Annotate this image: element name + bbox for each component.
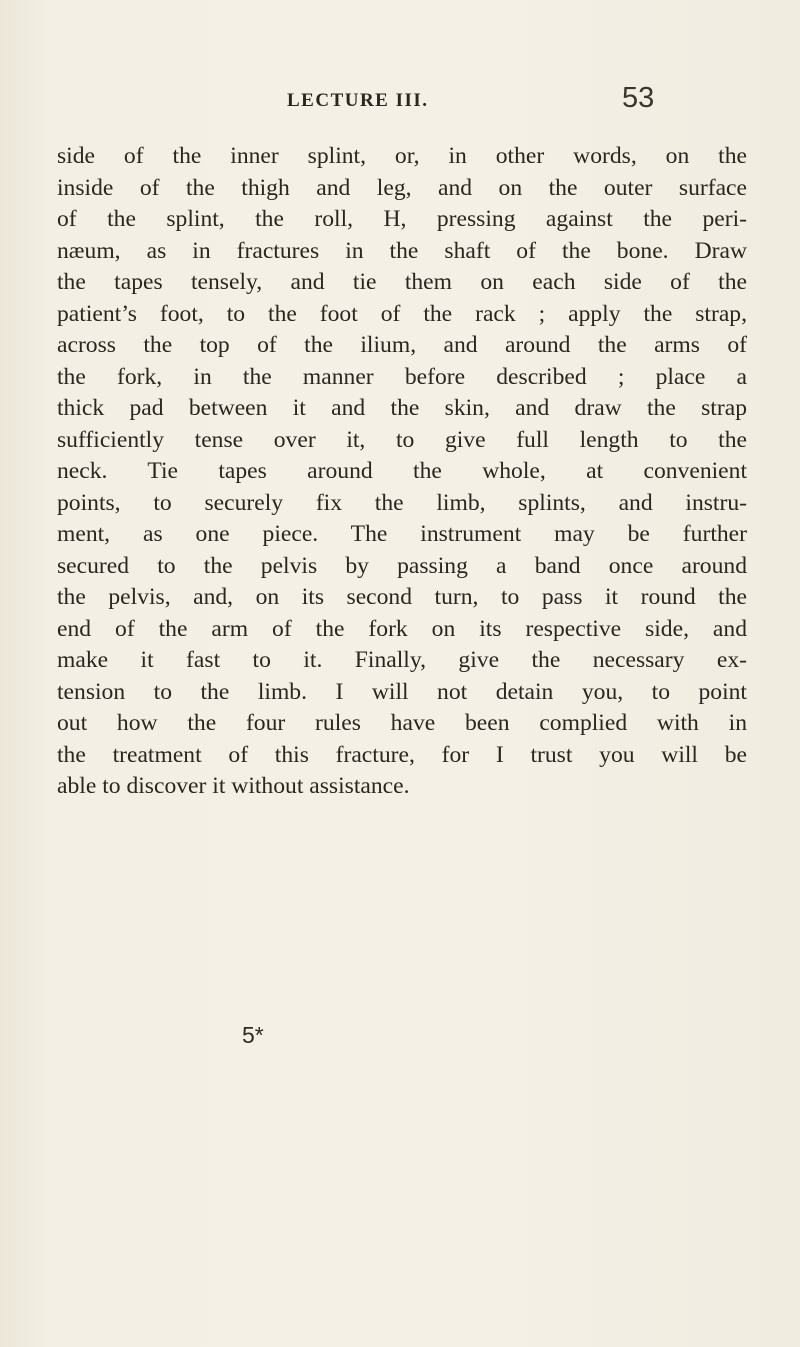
text-line: the fork, in the manner before described ; place a bbox=[57, 363, 747, 390]
text-line: neck. Tie tapes around the whole, at convenient bbox=[57, 458, 747, 484]
text-line: inside of the thigh and leg, and on the outer surface bbox=[57, 174, 747, 201]
text-line: patient’s foot, to the foot of the rack ; apply the strap, bbox=[57, 300, 747, 327]
signature-mark: 5* bbox=[242, 1022, 264, 1048]
text-line: make it fast to it. Finally, give the necessary ex- bbox=[57, 647, 747, 673]
body-text bbox=[57, 141, 747, 803]
text-line: the tapes tensely, and tie them on each side of the bbox=[57, 269, 747, 295]
text-line: næum, as in fractures in the shaft of the bone. Draw bbox=[57, 237, 747, 264]
text-line: of the splint, the roll, H, pressing against the peri- bbox=[57, 206, 747, 232]
text-line: points, to securely fix the limb, splints, and instru- bbox=[57, 489, 747, 516]
page-header bbox=[0, 82, 800, 128]
text-line: thick pad between it and the skin, and draw the strap bbox=[57, 395, 747, 421]
text-line: ment, as one piece. The instrument may be further bbox=[57, 521, 747, 547]
text-line: sufficiently tense over it, to give full length to the bbox=[57, 426, 747, 453]
text-line: out how the four rules have been complied with in bbox=[57, 710, 747, 736]
text-line: tension to the limb. I will not detain you, to point bbox=[57, 678, 747, 705]
text-line: the pelvis, and, on its second turn, to pass it round the bbox=[57, 584, 747, 610]
page-number: 53 bbox=[622, 82, 655, 114]
text-line: side of the inner splint, or, in other words, on the bbox=[57, 143, 747, 169]
text-line: secured to the pelvis by passing a band once around bbox=[57, 552, 747, 579]
text-line: end of the arm of the fork on its respective side, and bbox=[57, 615, 747, 642]
text-line-last: able to discover it without assistance. bbox=[57, 773, 410, 799]
text-line: the treatment of this fracture, for I trust you will be bbox=[57, 741, 747, 768]
running-head: LECTURE III. bbox=[287, 90, 429, 111]
text-line: across the top of the ilium, and around the arms of bbox=[57, 332, 747, 358]
